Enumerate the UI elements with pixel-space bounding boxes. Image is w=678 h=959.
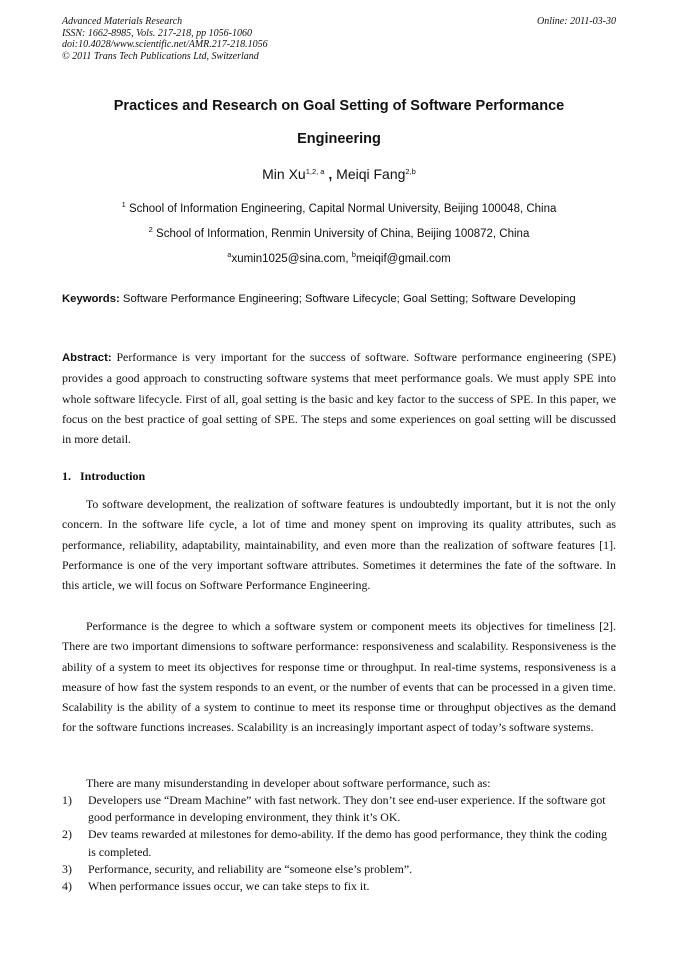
affiliation-text: School of Information Engineering, Capital Normal University, Beijing 100048, China bbox=[128, 203, 557, 215]
abstract-label: Abstract: bbox=[62, 352, 112, 364]
abstract bbox=[62, 347, 616, 449]
numbered-list bbox=[62, 792, 616, 895]
list-item bbox=[62, 826, 616, 860]
email-sup: a bbox=[227, 250, 232, 259]
section-heading bbox=[62, 469, 145, 484]
email-sup: b bbox=[351, 250, 356, 259]
affiliation-sup: 1 bbox=[121, 200, 126, 209]
list-item-number: 4) bbox=[62, 879, 72, 894]
author-affiliation-sup: 1,2, a bbox=[305, 167, 325, 176]
journal-issn: ISSN: 1662-8985, Vols. 217-218, pp 1056-1060 bbox=[62, 27, 252, 39]
journal-name: Advanced Materials Research bbox=[62, 16, 183, 27]
affiliation-2 bbox=[62, 225, 616, 240]
affiliation-text: School of Information, Renmin University of China, Beijing 100872, China bbox=[156, 228, 530, 240]
author-name: Min Xu bbox=[262, 166, 306, 182]
author-affiliation-sup: 2,b bbox=[405, 167, 416, 176]
journal-doi: doi:10.4028/www.scientific.net/AMR.217-218.1056 bbox=[62, 39, 268, 50]
section-title: Introduction bbox=[80, 469, 146, 483]
list-item bbox=[62, 792, 616, 826]
list-item-number: 3) bbox=[62, 861, 72, 876]
list-item-number: 2) bbox=[62, 827, 72, 842]
author-separator: , bbox=[324, 166, 337, 182]
keywords bbox=[62, 290, 616, 308]
list-item-text: Developers use “Dream Machine” with fast network. They don’t see end-user experience. If the software got good performance in developing environment, they think it’s OK. bbox=[88, 793, 606, 825]
section-number: 1. bbox=[62, 469, 71, 483]
list-item-number: 1) bbox=[62, 793, 72, 807]
list-item bbox=[62, 878, 616, 895]
title-line-1: Practices and Research on Goal Setting of Software Performance bbox=[113, 98, 565, 114]
keywords-text: Software Performance Engineering; Software Lifecycle; Goal Setting; Software Developing bbox=[122, 293, 576, 305]
title-line-2: Engineering bbox=[297, 131, 381, 147]
journal-copyright: © 2011 Trans Tech Publications Ltd, Switzerland bbox=[62, 50, 259, 62]
online-date: Online: 2011-03-30 bbox=[537, 16, 616, 27]
paragraph: To software development, the realization of software features is undoubtedly important, but it is not the only concern. In the software life cycle, a lot of time and money spent on improving its quality attributes, such as performance, reliability, adaptability, maintainability, and even more than the realization of software features [1]. Performance is one of the very important software attributes. Sometimes it determines the fate of the software. In this article, we will focus on Software Performance Engineering. bbox=[62, 497, 616, 593]
affiliation-1 bbox=[62, 200, 616, 215]
abstract-text: Performance is very important for the success of software. Software performance engineering (SPE) provides a good approach to constructing software systems that meet performance goals. We must apply SPE into whole software lifecycle. First of all, goal setting is the basic and key factor to the success of SPE. In this paper, we focus on the best practice of goal setting of SPE. The steps and some experiences on goal setting will be discussed in more detail. bbox=[62, 350, 616, 447]
paper-title bbox=[62, 90, 616, 156]
list-item bbox=[62, 861, 616, 878]
list-item-text: Performance, security, and reliability are “someone else’s problem”. bbox=[88, 861, 413, 876]
journal-header bbox=[62, 16, 616, 62]
keywords-label: Keywords: bbox=[62, 293, 120, 305]
authors-line bbox=[62, 166, 616, 182]
author-emails bbox=[62, 250, 616, 265]
email-link[interactable]: meiqif@gmail.com bbox=[355, 253, 451, 265]
list-item-text: When performance issues occur, we can take steps to fix it. bbox=[88, 879, 370, 894]
email-link[interactable]: xumin1025@sina.com, bbox=[231, 253, 349, 265]
paragraph: Performance is the degree to which a software system or component meets its objectives for timeliness [2]. There are two important dimensions to software performance: responsiveness and scalability. Responsiveness is the ability of a system to meet its objectives for response time or throughput. In real-time systems, responsiveness is a measure of how fast the system responds to an event, or the number of events that can be processed in a given time. Scalability is the ability of a system to continue to meet its response time or throughput objectives as the demand for the software functions increases. Scalability is an increasingly important aspect of today’s software systems. bbox=[62, 619, 616, 735]
list-item-text: Dev teams rewarded at milestones for demo-ability. If the demo has good performance, they think the coding is completed. bbox=[88, 827, 607, 859]
affiliation-sup: 2 bbox=[148, 225, 153, 234]
author-name: Meiqi Fang bbox=[336, 166, 406, 182]
paragraph: There are many misunderstanding in developer about software performance, such as: bbox=[86, 776, 491, 790]
